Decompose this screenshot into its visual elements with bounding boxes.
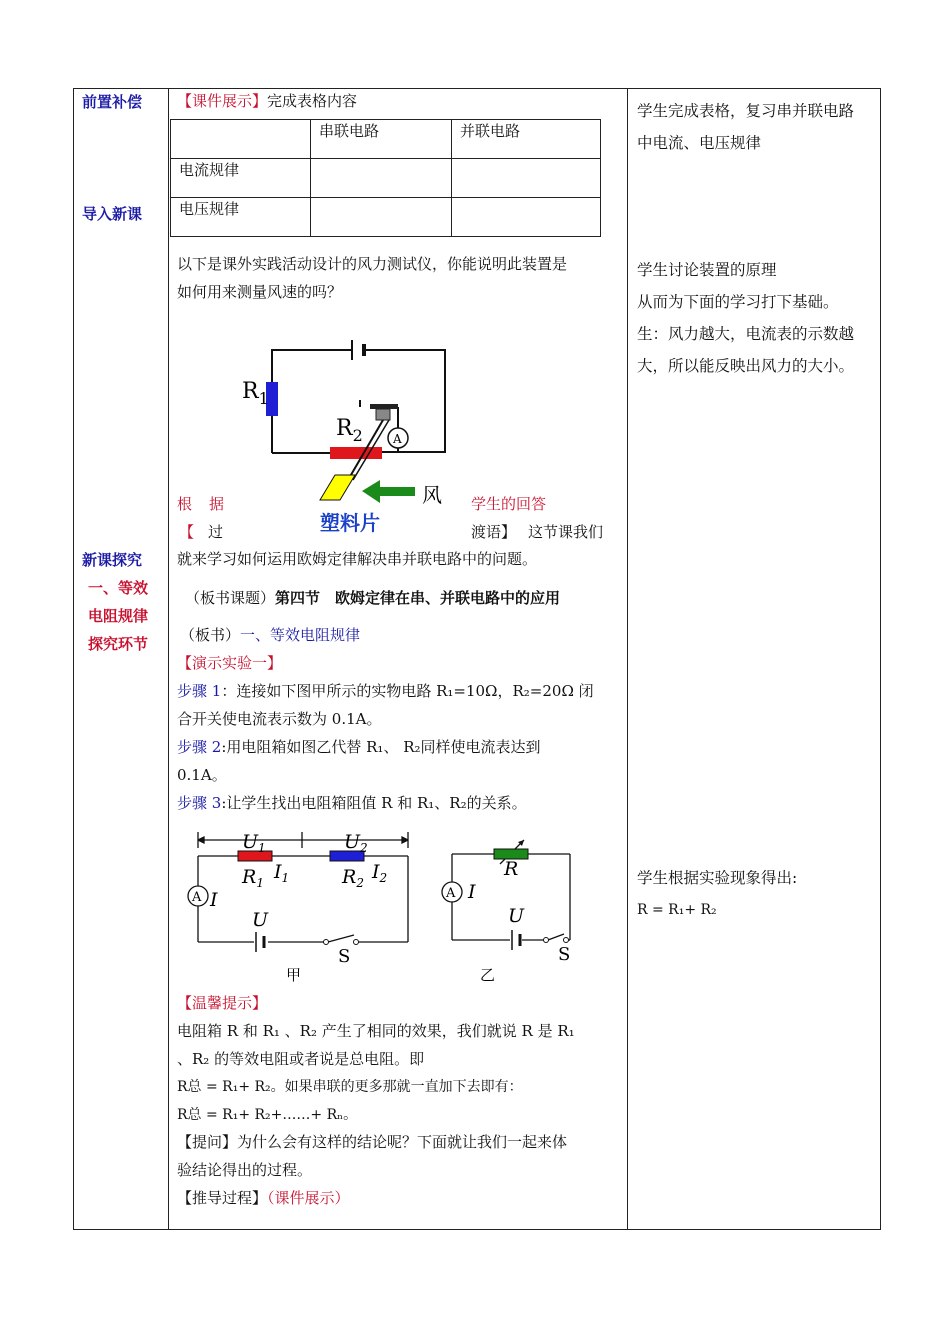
wind-tester-diagram [240, 330, 460, 540]
label-section1-line3: 探究环节 [88, 635, 149, 653]
tips-line4: R总 = R₁+ R₂+……+ Rₙ。 [177, 1107, 358, 1123]
review-table [170, 119, 601, 237]
wind-text-line2: 如何用来测量风速的吗？ [177, 283, 343, 301]
svg-text:A: A [446, 886, 456, 901]
wind-arrow-icon [362, 480, 415, 503]
courseware-tag: 【课件展示】 [177, 92, 268, 110]
svg-text:A: A [393, 432, 402, 446]
tips-line2: 、R₂ 的等效电阻或者说是总电阻。即 [177, 1050, 425, 1068]
svg-text:U: U [252, 909, 269, 931]
table-cell [311, 198, 452, 237]
right-note-3: 学生根据实验现象得出: R = R₁+ R₂ [637, 869, 798, 918]
transition-line2: 就来学习如何运用欧姆定律解决串并联电路中的问题。 [177, 550, 538, 568]
lesson-title: （板书课题）第四节 欧姆定律在串、并联电路中的应用 [185, 589, 561, 607]
ammeter-icon [188, 886, 208, 906]
table-cell [452, 198, 601, 237]
right-note-1: 学生完成表格，复习串并联电路 中电流、电压规律 [637, 102, 855, 152]
table-header-series: 串联电路 [311, 120, 452, 159]
wind-label: 风 [422, 483, 442, 507]
ammeter-icon [442, 882, 462, 902]
table-cell [452, 159, 601, 198]
transition-text: 这节课我们 [528, 523, 604, 541]
plastic-plate [320, 475, 355, 500]
tips-line1: 电阻箱 R 和 R₁ 、R₂ 产生了相同的效果，我们就说 R 是 R₁ [177, 1022, 575, 1040]
table-cell [311, 159, 452, 198]
plastic-label: 塑料片 [320, 511, 380, 535]
label-section1-line2: 电阻规律 [88, 607, 149, 625]
resistor-r2 [330, 447, 382, 459]
tips-line3: R总 = R₁+ R₂。如果串联的更多那就一直加下去即有： [177, 1079, 523, 1095]
demo-heading: 【演示实验一】 [177, 654, 283, 672]
column-divider-left [168, 88, 169, 1230]
caption-jia: 甲 [286, 966, 302, 984]
svg-text:I2: $I_2$ [372, 861, 388, 885]
transition-answer: 学生的回答 [471, 495, 547, 513]
derive-line: 【推导过程】（课件展示） [177, 1189, 350, 1207]
svg-text:I: I [468, 881, 476, 903]
label-pre-review: 前置补偿 [82, 93, 143, 111]
circuit-jia-diagram [182, 828, 422, 988]
review-heading [177, 90, 357, 111]
transition-guo: 过 [208, 523, 224, 541]
transition-bracket: 【 [179, 523, 195, 541]
demo-step1: 步骤 1：连接如下图甲所示的实物电路 R₁=10Ω，R₂=20Ω 闭 [177, 682, 594, 700]
svg-text:R: R [504, 858, 519, 880]
section1-heading: （板书）一、等效电阻规律 [180, 626, 361, 644]
wind-text-line1: 以下是课外实践活动设计的风力测试仪，你能说明此装置是 [177, 255, 568, 273]
table-cell [171, 120, 311, 159]
tips-heading: 【温馨提示】 [177, 994, 268, 1012]
table-cell-current: 电流规律 [171, 159, 311, 198]
transition-gen1: 根 [177, 495, 193, 513]
svg-text:A: A [192, 890, 202, 905]
battery-icon [352, 340, 364, 360]
table-header-parallel: 并联电路 [452, 120, 601, 159]
ammeter-icon [388, 428, 408, 448]
label-new-lesson: 新课探究 [82, 551, 143, 569]
svg-text:U1: $U_1$ [242, 831, 266, 855]
demo-step3: 步骤 3:让学生找出电阻箱阻值 R 和 R₁、R₂的关系。 [177, 794, 527, 812]
svg-text:I: I [210, 889, 218, 911]
r1-label: $R_1$ [242, 379, 269, 408]
svg-text:U: U [508, 905, 525, 927]
r2-label: $R_2$ [336, 416, 363, 445]
svg-text:I1: $I_1$ [274, 861, 290, 885]
right-note-2: 学生讨论装置的原理 从而为下面的学习打下基础。 生：风力越大，电流表的示数越 大，所以能反映出风力的大小。 [637, 261, 855, 375]
question-line1: 【提问】为什么会有这样的结论呢？下面就让我们一起来体 [177, 1133, 568, 1151]
column-divider-right [627, 88, 628, 1230]
svg-text:R1: $R_1$ [242, 866, 264, 890]
demo-step2-cont: 0.1A。 [177, 766, 227, 784]
table-row [171, 120, 601, 159]
svg-text:U2: $U_2$ [344, 831, 368, 855]
table-cell-voltage: 电压规律 [171, 198, 311, 237]
transition-duyu: 渡语】 [471, 523, 517, 541]
label-intro: 导入新课 [82, 205, 143, 223]
demo-step1-cont: 合开关使电流表示数为 0.1A。 [177, 710, 382, 728]
transition-gen2: 据 [209, 495, 225, 513]
svg-text:S: S [558, 944, 571, 965]
label-section1-line1: 一、等效 [88, 579, 149, 597]
circuit-yi-diagram [436, 828, 586, 988]
review-text: 完成表格内容 [267, 92, 358, 110]
table-row [171, 159, 601, 198]
svg-text:R2: $R_2$ [342, 866, 364, 890]
caption-yi: 乙 [480, 966, 496, 984]
svg-text:S: S [338, 946, 351, 967]
question-line2: 验结论得出的过程。 [177, 1161, 313, 1179]
demo-step2: 步骤 2:用电阻箱如图乙代替 R₁、 R₂同样使电流表达到 [177, 738, 541, 756]
table-row [171, 198, 601, 237]
